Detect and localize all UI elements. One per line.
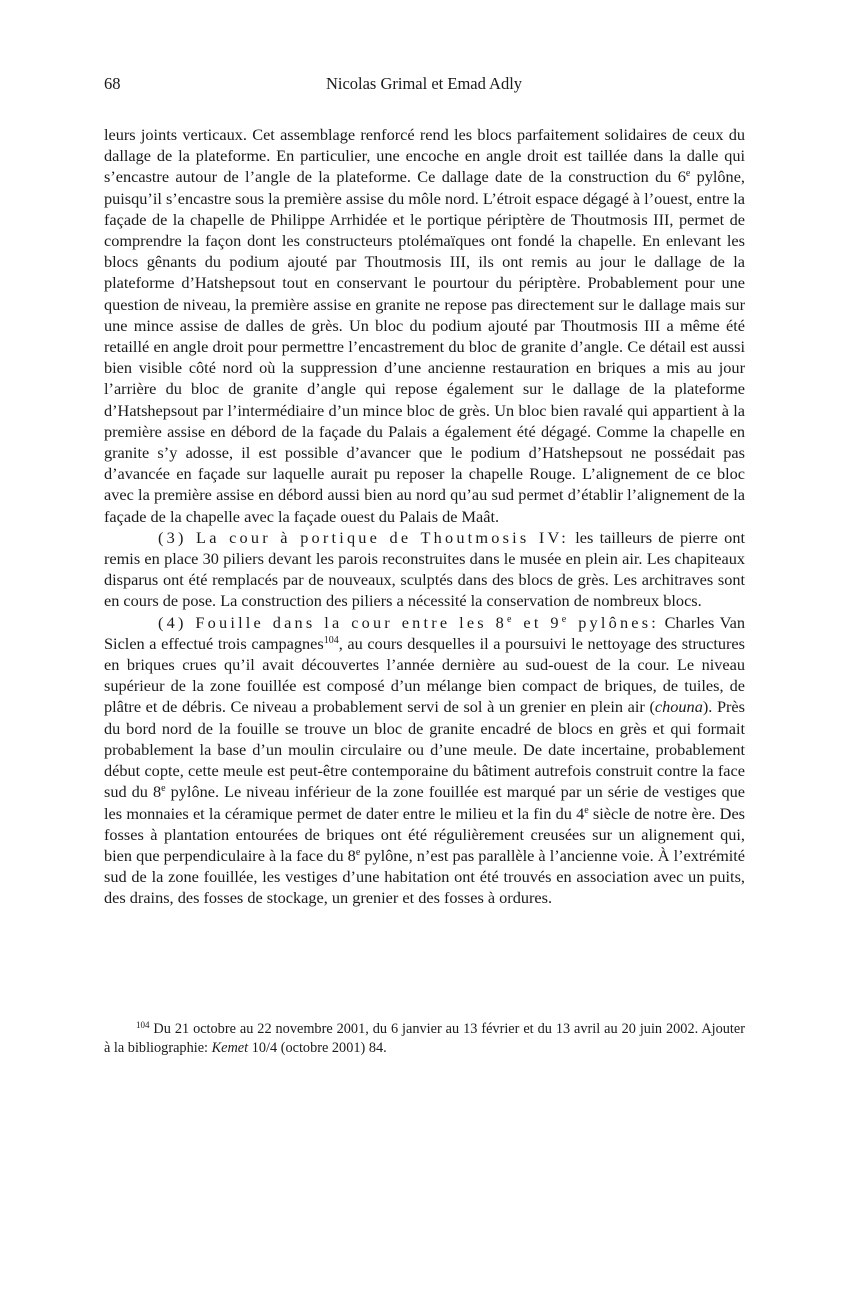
page-number: 68 bbox=[104, 74, 121, 93]
footnote-reference[interactable]: 104 bbox=[323, 634, 339, 646]
paragraph-3-cour-thoutmosis-iv: (3) La cour à portique de Thoutmosis IV: les tailleurs de pierre ont remis en place 30 piliers devant les parois reconstruites dans le musée en plein air. Les chapiteaux disparus ont été remplacés par de nouveaux, sculptés dans des blocs de grès. Les architraves sont en cours de pose. La construction des piliers a nécessité la conservation de nombreux blocs. bbox=[104, 527, 745, 611]
section-heading-4: (4) Fouille dans la cour entre les 8e et 9e pylônes: bbox=[158, 612, 659, 632]
page-header bbox=[104, 74, 744, 96]
body-text bbox=[104, 124, 745, 909]
paragraph-4-fouille: (4) Fouille dans la cour entre les 8e et 9e pylônes: Charles Van Siclen a effectué trois campagnes$^{104}$, au cours desquelles il a poursuivi le nettoyage des structures en briques crues qu’il avait découvertes l’année dernière au sud-ouest de la cour. Le niveau supérieur de la zone fouillée est composé d’un mélange bien compact de briques, de tuiles, de plâtre et de débris. Ce niveau a probablement servi de sol à un grenier en plein air (chouna). Près du bord nord de la fouille se trouve un bloc de granite encadré de blocs en grès et qui formait probablement la base d’un moulin circulaire ou d’une meule. De date incertaine, probablement début copte, cette meule est peut-être contemporaine du bâtiment autrefois construit contre la face sud du 8e pylône. Le niveau inférieur de la zone fouillée est marqué par un série de vestiges que les monnaies et la céramique permet de dater entre le milieu et la fin du 4e siècle de notre ère. Des fosses à plantation entourées de briques ont été régulièrement creusées sur un alignement qui, bien que perpendiculaire à la face du 8e pylône, n’est pas parallèle à l’ancienne voie. À l’extrémité sud de la zone fouillée, les vestiges d’une habitation ont été trouvés en association avec un puits, des drains, des fosses de stockage, un grenier et des fosses à ordures. bbox=[104, 612, 746, 908]
running-head: Nicolas Grimal et Emad Adly bbox=[325, 74, 523, 93]
footnote-marker: 104 bbox=[136, 1020, 150, 1030]
section-heading-3: (3) La cour à portique de Thoutmosis IV: bbox=[158, 527, 569, 547]
paragraph-1: leurs joints verticaux. Cet assemblage renforcé rend les blocs parfaitement solidaires de ceux du dallage de la plateforme. En particulier, une encoche en angle droit est taillée dans la dalle qui s’encastre autour de l’angle de la plateforme. Ce dallage date de la construction du 6e pylône, puisqu’il s’encastre sous la première assise du môle nord. L’étroit espace dégagé à l’ouest, entre la façade de la chapelle de Philippe Arrhidée et le portique périptère de Thoutmosis III, permet de comprendre la façon dont les constructeurs ptolémaïques ont fondé la chapelle. En enlevant les blocs gênants du podium ajouté par Thoutmosis III, ils ont remis au jour le dallage de la plateforme d’Hatshepsout tout en conservant le pourtour du périptère. Probablement pour une question de niveau, la première assise en granite ne repose pas directement sur le dallage mais sur une mince assise de dalles de grès. Un bloc du podium ajouté par Thoutmosis III a même été retaillé en angle droit pour permettre l’encastrement du bloc de granite d’angle. Ce détail est aussi bien visible côté nord où la suppression d’une ancienne restauration en briques a mis au jour l’arrière du bloc de granite d’angle qui repose également sur le dallage de la plateforme d’Hatshepsout par l’intermédiaire d’un mince bloc de grès. Un bloc bien ravalé qui appartient à la première assise en débord de la façade du Palais a également été dégagé. Comme la chapelle en granite s’y adosse, il est possible d’avancer que le podium d’Hatshepsout ne possédait pas d’avancée en façade sur laquelle aurait pu reposer la chapelle Rouge. L’alignement de ce bloc avec la première assise en débord aussi bien au nord qu’au sud permet d’établir l’alignement de la façade de la chapelle avec la façade ouest du Palais de Maât. bbox=[104, 125, 745, 526]
footnote-104: $^{104}$ Du 21 octobre au 22 novembre 2001, du 6 janvier au 13 février et du 13 avril au 20 juin 2002. Ajouter à la bibliographie: Kemet 10/4 (octobre 2001) 84. bbox=[104, 1020, 745, 1056]
